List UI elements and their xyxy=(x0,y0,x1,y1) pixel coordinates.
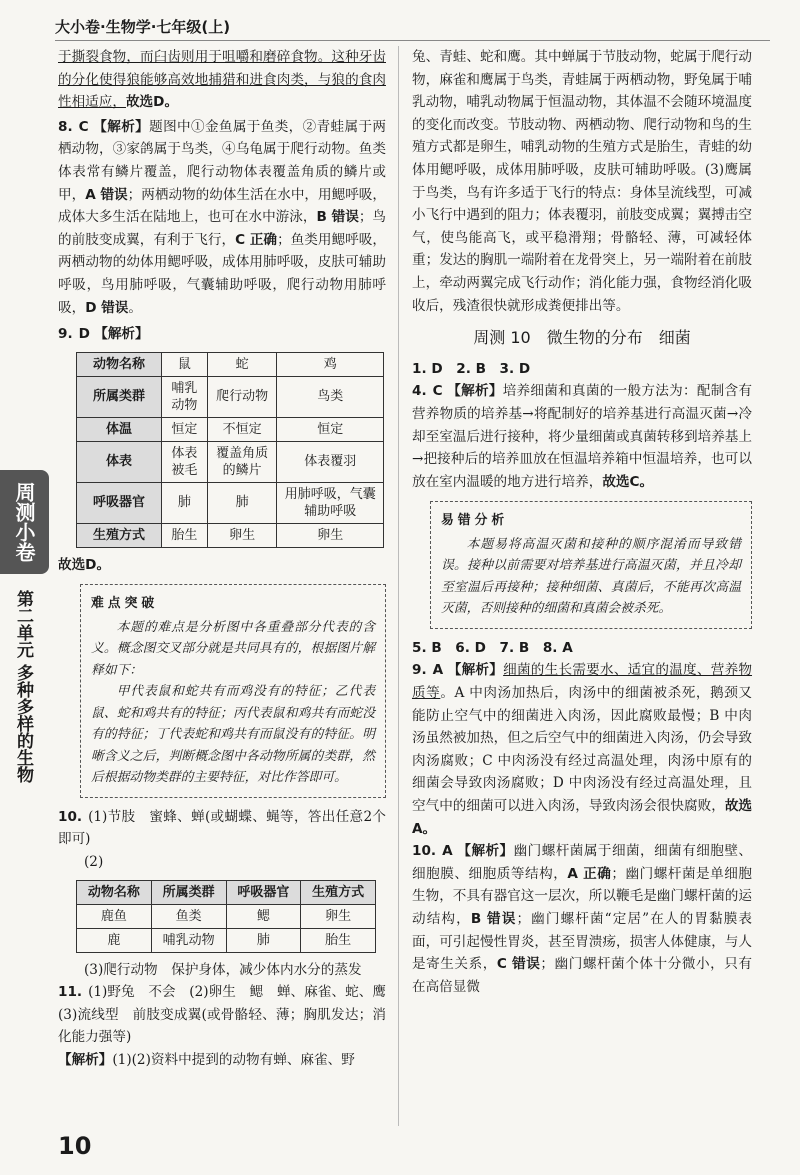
table-cell: 鸟类 xyxy=(277,376,384,417)
table-cell: 卵生 xyxy=(277,523,384,547)
table-cell: 恒定 xyxy=(162,417,208,441)
side-unit-label: 第二单元 多种多样的生物 xyxy=(13,590,33,783)
table-row xyxy=(77,523,384,547)
table-cell: 鹿鱼 xyxy=(77,904,152,928)
question-10-part2: (2) xyxy=(84,854,104,870)
table-cell: 哺乳动物 xyxy=(162,376,208,417)
table-row xyxy=(77,441,384,482)
table-cell: 卵生 xyxy=(301,904,376,928)
table-row xyxy=(77,376,384,417)
error-analysis-title: 易错分析 xyxy=(441,513,509,529)
difficulty-box-title: 难点突破 xyxy=(91,596,159,612)
side-tab-label: 周测小卷 xyxy=(0,470,49,574)
table-cell: 胎生 xyxy=(301,928,376,952)
table-cell: 生殖方式 xyxy=(301,880,376,904)
question-8: 8. C 【解析】题图中①金鱼属于鱼类，②青蛙属于两栖动物，③家鸽属于鸟类，④乌龟属于爬行动物。鱼类体表常有鳞片覆盖，爬行动物体表覆盖角质的鳞片或甲，A 错误；两栖动物的幼体生活在水中，用鳃呼吸，成体大多生活在陆地上，也可在水中游泳，B 错误；鸟的前肢变成翼，有利于飞行，C 正确；鱼类用鳃呼吸，两栖动物的幼体用鳃呼吸，成体用肺呼吸，皮肤可辅助呼吸，鸟用肺呼吸，气囊辅助呼吸，爬行动物用肺呼吸，D 错误。 xyxy=(58,118,387,316)
question-10-part3: (3)爬行动物 保护身体，减少体内水分的蒸发 xyxy=(84,961,362,978)
table-cell: 哺乳动物 xyxy=(151,928,226,952)
table-row xyxy=(77,928,376,952)
error-analysis-para: 本题易将高温灭菌和接种的顺序混淆而导致错误。接种以前需要对培养基进行高温灭菌，并且冷却至室温后再接种；接种细菌、真菌后，不能再次高温灭菌，否则接种的细菌和真菌会被杀死。 xyxy=(441,536,741,617)
table-row xyxy=(77,352,384,376)
question-11-analysis: 【解析】(1)(2)资料中提到的动物有蝉、麻雀、野 xyxy=(58,1051,355,1068)
table-cell: 动物名称 xyxy=(77,880,152,904)
table-cell: 鳃 xyxy=(226,904,301,928)
header-divider xyxy=(55,40,770,41)
table-cell: 鹿 xyxy=(77,928,152,952)
table-cell: 不恒定 xyxy=(207,417,277,441)
column-divider xyxy=(398,46,399,1126)
answers-row-1: 1. D 2. B 3. D xyxy=(412,360,531,377)
table-cell: 卵生 xyxy=(207,523,277,547)
section-title: 周测 10 微生物的分布 细菌 xyxy=(473,328,691,348)
table-row xyxy=(77,904,376,928)
table-cell: 体表 xyxy=(77,441,162,482)
question-9-right: 9. A 【解析】细菌的生长需要水、适宜的温度、营养物质等。A 中肉汤加热后，肉汤中的细菌被杀死，鹅颈又能防止空气中的细菌进入肉汤，因此腐败最慢；B 中肉汤虽然被加热，但之后空气中的细菌进入肉汤，仍会导致肉汤腐败；C 中肉汤没有经过高温处理，肉汤中原有的细菌会导致肉汤腐败；D 中肉汤没有经过高温处理，且空气中的细菌可以进入肉汤，导致肉汤会很快腐败，故选A。 xyxy=(412,662,753,837)
table-cell: 肺 xyxy=(226,928,301,952)
table-cell: 鼠 xyxy=(162,352,208,376)
table-cell: 体温 xyxy=(77,417,162,441)
error-analysis-box xyxy=(430,501,752,629)
difficulty-box-para: 甲代表鼠和蛇共有而鸡没有的特征；乙代表鼠、蛇和鸡共有的特征；丙代表鼠和鸡共有而蛇没有的特征；丁代表蛇和鸡共有而鼠没有的特征。明晰含义之后，判断概念图中各动物所属的类群，然后根据动物类群的主要特征，对比作答即可。 xyxy=(91,684,375,786)
right-column xyxy=(412,46,752,998)
table-cell: 呼吸器官 xyxy=(77,482,162,523)
table-cell: 蛇 xyxy=(207,352,277,376)
question-10-right: 10. A 【解析】幽门螺杆菌属于细菌，细菌有细胞壁、细胞膜、细胞质等结构，A 正确；幽门螺杆菌是单细胞生物，不具有器官这一层次，所以鞭毛是幽门螺杆菌的运动结构，B 错误；幽门螺杆菌“定居”在人的胃黏膜表面，可引起慢性胃炎，甚至胃溃疡，损害人体健康，与人是寄生关系，C 错误；幽门螺杆菌个体十分微小，只有在高倍显微 xyxy=(412,843,753,995)
question-9-conclusion: 故选D。 xyxy=(58,556,111,573)
difficulty-box xyxy=(80,584,386,798)
table-cell: 爬行动物 xyxy=(207,376,277,417)
table-cell: 恒定 xyxy=(277,417,384,441)
right-continuation: 兔、青蛙、蛇和鹰。其中蝉属于节肢动物，蛇属于爬行动物，麻雀和鹰属于鸟类，青蛙属于两栖动物，野兔属于哺乳动物，哺乳动物属于恒温动物，其体温不会随环境温度的变化而改变。节肢动物、两栖动物、爬行动物和鸟的生殖方式都是卵生，哺乳动物的生殖方式是胎生，青蛙的幼体用鳃呼吸，成体用肺呼吸，皮肤可辅助呼吸。(3)鹰属于鸟类，鸟有许多适于飞行的特点：身体呈流线型，可减小飞行中遇到的阻力；体表覆羽，前肢变成翼；翼搏击空气，使鸟能高飞，或平稳滑翔；骨骼轻、薄，可减轻体重；发达的胸肌一端附着在龙骨突上，另一端附着在前肢上，牵动两翼完成飞行动作；消化能力强，食物经消化吸收后，残渣很快就形成粪便排出等。 xyxy=(412,49,752,314)
table-cell: 肺 xyxy=(207,482,277,523)
table-cell: 肺 xyxy=(162,482,208,523)
table-cell: 所属类群 xyxy=(151,880,226,904)
left-column xyxy=(58,46,400,1072)
question-11: 11. (1)野兔 不会 (2)卵生 鳃 蝉、麻雀、蛇、鹰 (3)流线型 前肢变成翼(或骨骼轻、薄；胸肌发达；消化能力强等) xyxy=(58,984,400,1046)
table-cell: 呼吸器官 xyxy=(226,880,301,904)
table-row xyxy=(77,417,384,441)
table-cell: 鱼类 xyxy=(151,904,226,928)
question-9: 9. D 【解析】 xyxy=(58,326,149,343)
page-header: 大小卷·生物学·七年级(上) xyxy=(55,18,231,36)
table-cell: 鸡 xyxy=(277,352,384,376)
table-cell: 生殖方式 xyxy=(77,523,162,547)
table-row xyxy=(77,880,376,904)
table-cell: 体表被毛 xyxy=(162,441,208,482)
side-tab-area xyxy=(0,470,46,783)
table-cell: 体表覆羽 xyxy=(277,441,384,482)
answers-row-2: 5. B 6. D 7. B 8. A xyxy=(412,639,573,656)
table-cell: 用肺呼吸，气囊辅助呼吸 xyxy=(277,482,384,523)
table-cell: 覆盖角质的鳞片 xyxy=(207,441,277,482)
question-10: 10. (1)节肢 蜜蜂、蝉(或蝴蝶、蝇等，答出任意2个即可) xyxy=(58,808,386,848)
page-number: 10 xyxy=(58,1132,92,1160)
question-4: 4. C 【解析】培养细菌和真菌的一般方法为：配制含有营养物质的培养基→将配制好的培养基进行高温灭菌→冷却至室温后进行接种，将少量细菌或真菌转移到培养基上→把接种后的培养皿放在恒温培养箱中恒温培养，也可以放在室内温暖的地方进行培养，故选C。 xyxy=(412,383,753,490)
table-cell: 所属类群 xyxy=(77,376,162,417)
table-cell: 胎生 xyxy=(162,523,208,547)
difficulty-box-para: 本题的难点是分析图中各重叠部分代表的含义。概念图交叉部分就是共同具有的，根据图片解释如下： xyxy=(91,619,375,678)
fish-deer-table xyxy=(76,880,376,953)
left-continuation: 于撕裂食物，而臼齿则用于咀嚼和磨碎食物。这种牙齿的分化使得狼能够高效地捕猎和进食肉类，与狼的食肉性相适应，故选D。 xyxy=(58,49,386,111)
table-row xyxy=(77,482,384,523)
animal-comparison-table xyxy=(76,352,384,548)
table-cell: 动物名称 xyxy=(77,352,162,376)
